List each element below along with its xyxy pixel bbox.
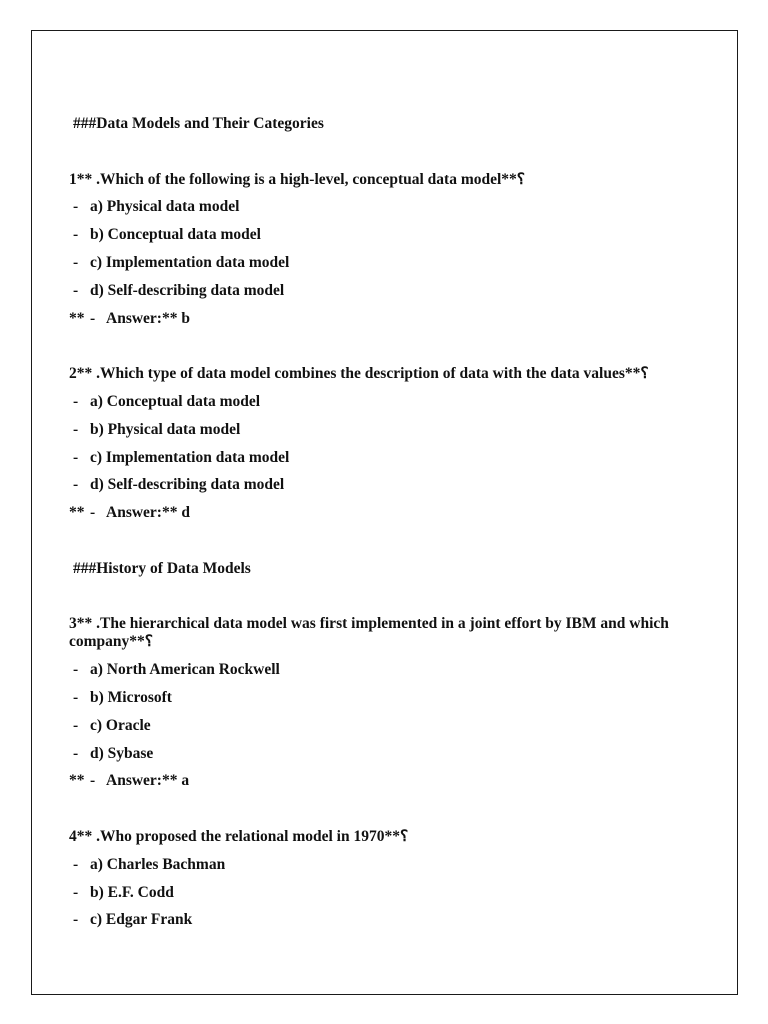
option-label: b) Physical data model xyxy=(90,420,241,438)
option-label: a) Physical data model xyxy=(90,198,240,216)
option-label: a) Conceptual data model xyxy=(90,392,261,410)
option-item xyxy=(0,476,284,494)
question-text: 1** .Which of the following is a high-level, conceptual data model**؟ xyxy=(69,170,526,188)
answer-dash: - xyxy=(90,772,96,790)
option-label: c) Oracle xyxy=(90,716,151,734)
option-marker: - xyxy=(73,392,79,410)
answer-line xyxy=(0,504,190,522)
option-marker: - xyxy=(73,855,79,873)
option-label: c) Edgar Frank xyxy=(90,911,193,929)
question-text: 4** .Who proposed the relational model in 1970**؟ xyxy=(69,827,409,845)
option-item xyxy=(0,661,280,679)
option-marker: - xyxy=(73,226,79,244)
option-item xyxy=(0,884,174,902)
option-marker: - xyxy=(73,661,79,679)
option-label: a) North American Rockwell xyxy=(90,661,280,679)
answer-dash: - xyxy=(90,309,96,327)
option-item xyxy=(0,745,153,763)
option-marker: - xyxy=(73,716,79,734)
option-marker: - xyxy=(73,198,79,216)
option-item xyxy=(0,911,192,929)
option-item xyxy=(0,856,225,874)
option-marker: - xyxy=(73,911,79,929)
option-item xyxy=(0,421,240,439)
answer-stars: ** xyxy=(69,309,85,327)
option-label: c) Implementation data model xyxy=(90,448,290,466)
option-label: b) Microsoft xyxy=(90,688,172,706)
option-marker: - xyxy=(73,448,79,466)
option-marker: - xyxy=(73,744,79,762)
answer-text: Answer:** d xyxy=(106,504,190,522)
section-heading: ###History of Data Models xyxy=(73,559,251,577)
option-label: c) Implementation data model xyxy=(90,253,290,271)
section-heading: ###Data Models and Their Categories xyxy=(73,115,324,132)
answer-dash: - xyxy=(90,504,96,522)
answer-line xyxy=(0,310,190,328)
option-marker: - xyxy=(73,253,79,271)
option-item xyxy=(0,393,260,411)
option-marker: - xyxy=(73,281,79,299)
answer-stars: ** xyxy=(69,772,85,790)
option-item xyxy=(0,254,289,272)
answer-text: Answer:** a xyxy=(106,772,190,790)
answer-text: Answer:** b xyxy=(106,309,190,327)
option-label: d) Self-describing data model xyxy=(90,476,285,494)
question-text: 2** .Which type of data model combines the description of data with the data values**؟ xyxy=(69,365,649,383)
option-label: a) Charles Bachman xyxy=(90,855,226,873)
option-label: b) Conceptual data model xyxy=(90,226,261,244)
option-item xyxy=(0,226,261,244)
option-label: b) E.F. Codd xyxy=(90,883,174,901)
option-item xyxy=(0,689,172,707)
answer-line xyxy=(0,772,189,790)
option-label: d) Sybase xyxy=(90,744,154,762)
document-content xyxy=(0,115,768,939)
option-marker: - xyxy=(73,688,79,706)
option-label: d) Self-describing data model xyxy=(90,281,285,299)
option-marker: - xyxy=(73,420,79,438)
option-marker: - xyxy=(73,476,79,494)
option-item xyxy=(0,449,289,467)
option-item xyxy=(0,717,151,735)
option-marker: - xyxy=(73,883,79,901)
option-item xyxy=(0,198,239,216)
option-item xyxy=(0,282,284,300)
question-text: 3** .The hierarchical data model was first implemented in a joint effort by IBM and which company**؟ xyxy=(69,615,669,651)
answer-stars: ** xyxy=(69,504,85,522)
